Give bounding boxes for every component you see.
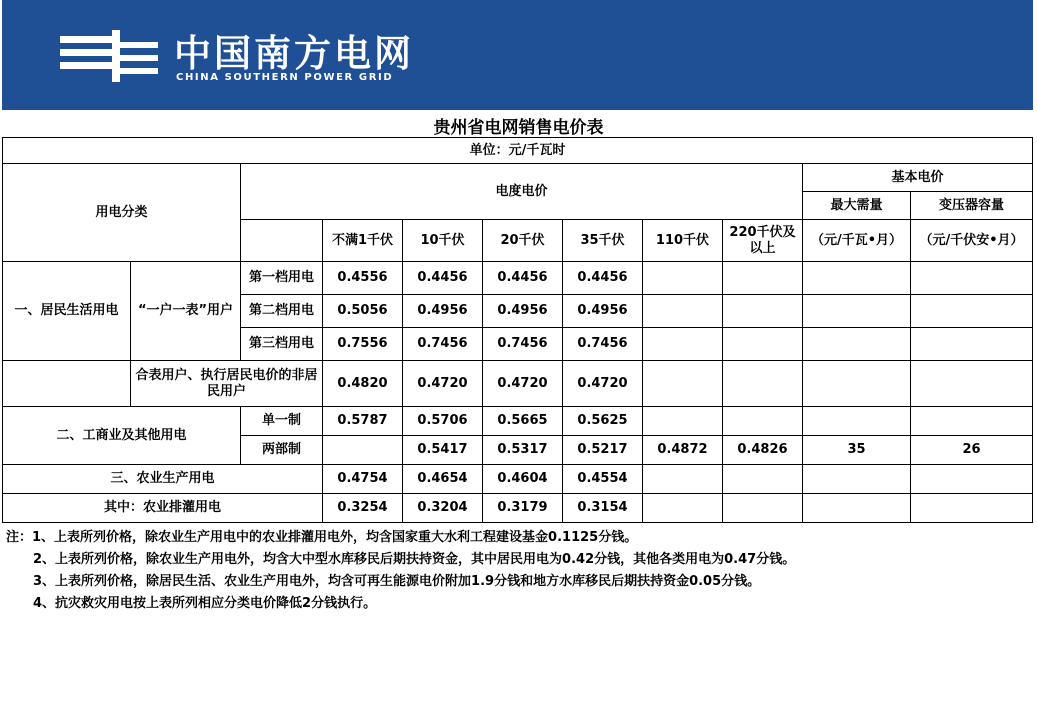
price-cell: 0.7456 bbox=[563, 328, 643, 361]
price-cell: 0.7456 bbox=[403, 328, 483, 361]
price-cell: 0.3154 bbox=[563, 494, 643, 523]
price-cell: 0.5787 bbox=[323, 407, 403, 436]
empty-cell bbox=[723, 295, 803, 328]
empty-cell bbox=[911, 465, 1033, 494]
price-cell: 0.4956 bbox=[403, 295, 483, 328]
price-cell: 0.4654 bbox=[403, 465, 483, 494]
price-cell: 0.4554 bbox=[563, 465, 643, 494]
empty-cell bbox=[803, 465, 911, 494]
price-cell: 0.3204 bbox=[403, 494, 483, 523]
price-cell: 0.4720 bbox=[563, 361, 643, 407]
price-cell: 0.4820 bbox=[323, 361, 403, 407]
price-cell: 0.3254 bbox=[323, 494, 403, 523]
empty-cell bbox=[723, 361, 803, 407]
empty-cell bbox=[803, 295, 911, 328]
price-cell: 0.5625 bbox=[563, 407, 643, 436]
industrial-label: 二、工商业及其他用电 bbox=[3, 407, 241, 465]
price-cell: 0.4956 bbox=[483, 295, 563, 328]
irrigation-label: 其中：农业排灌用电 bbox=[3, 494, 323, 523]
agriculture-label: 三、农业生产用电 bbox=[3, 465, 323, 494]
blank-header-cell bbox=[241, 220, 323, 262]
max-demand-price: 35 bbox=[803, 436, 911, 465]
voltage-header: 220千伏及以上 bbox=[723, 220, 803, 262]
company-name-en: CHINA SOUTHERN POWER GRID bbox=[176, 72, 394, 83]
transformer-unit: （元/千伏安•月） bbox=[911, 220, 1033, 262]
price-cell: 0.4720 bbox=[483, 361, 563, 407]
empty-cell bbox=[803, 494, 911, 523]
residential-label: 一、居民生活用电 bbox=[3, 262, 131, 361]
price-cell: 0.5317 bbox=[483, 436, 563, 465]
price-cell: 0.4754 bbox=[323, 465, 403, 494]
empty-cell bbox=[643, 328, 723, 361]
price-cell: 0.4826 bbox=[723, 436, 803, 465]
single-rate-label: 单一制 bbox=[241, 407, 323, 436]
combined-user-label: 合表用户、执行居民电价的非居民用户 bbox=[131, 361, 323, 407]
empty-cell bbox=[803, 361, 911, 407]
unit-label: 单位：元/千瓦时 bbox=[3, 138, 1033, 164]
transformer-capacity-header: 变压器容量 bbox=[911, 192, 1033, 220]
tier-label: 第三档用电 bbox=[241, 328, 323, 361]
empty-cell bbox=[911, 361, 1033, 407]
max-demand-unit: （元/千瓦•月） bbox=[803, 220, 911, 262]
price-cell: 0.4556 bbox=[323, 262, 403, 295]
voltage-header: 110千伏 bbox=[643, 220, 723, 262]
price-cell: 0.5706 bbox=[403, 407, 483, 436]
tier-label: 第一档用电 bbox=[241, 262, 323, 295]
voltage-header: 35千伏 bbox=[563, 220, 643, 262]
price-cell: 0.4956 bbox=[563, 295, 643, 328]
price-cell bbox=[323, 436, 403, 465]
footnotes bbox=[6, 527, 795, 615]
category-header: 用电分类 bbox=[3, 164, 241, 262]
power-grid-logo-icon bbox=[60, 30, 160, 82]
basic-price-header: 基本电价 bbox=[803, 164, 1033, 192]
header-banner bbox=[2, 0, 1033, 110]
empty-cell bbox=[723, 407, 803, 436]
voltage-header: 20千伏 bbox=[483, 220, 563, 262]
two-part-rate-label: 两部制 bbox=[241, 436, 323, 465]
price-cell: 0.4456 bbox=[563, 262, 643, 295]
empty-cell bbox=[911, 295, 1033, 328]
empty-cell bbox=[803, 262, 911, 295]
empty-cell bbox=[911, 328, 1033, 361]
empty-cell bbox=[723, 262, 803, 295]
empty-cell bbox=[723, 328, 803, 361]
voltage-header: 10千伏 bbox=[403, 220, 483, 262]
price-cell: 0.5056 bbox=[323, 295, 403, 328]
price-cell: 0.7556 bbox=[323, 328, 403, 361]
one-household-label: “一户一表”用户 bbox=[131, 262, 241, 361]
transformer-price: 26 bbox=[911, 436, 1033, 465]
price-cell: 0.4604 bbox=[483, 465, 563, 494]
tier-label: 第二档用电 bbox=[241, 295, 323, 328]
footnote: 4、抗灾救灾用电按上表所列相应分类电价降低2分钱执行。 bbox=[33, 596, 377, 611]
empty-cell bbox=[803, 407, 911, 436]
energy-price-header: 电度电价 bbox=[241, 164, 803, 220]
empty-cell bbox=[643, 494, 723, 523]
empty-cell bbox=[643, 407, 723, 436]
price-cell: 0.4720 bbox=[403, 361, 483, 407]
empty-cell bbox=[911, 262, 1033, 295]
page-title: 贵州省电网销售电价表 bbox=[433, 118, 604, 138]
footnote: 2、上表所列价格，除农业生产用电外，均含大中型水库移民后期扶持资金，其中居民用电为0.42分钱，其他各类用电为0.47分钱。 bbox=[33, 552, 796, 567]
empty-cell bbox=[3, 361, 131, 407]
price-table bbox=[2, 137, 1033, 523]
empty-cell bbox=[643, 262, 723, 295]
footnote: 注：1、上表所列价格，除农业生产用电中的农业排灌用电外，均含国家重大水利工程建设基金0.1125分钱。 bbox=[6, 530, 638, 545]
empty-cell bbox=[643, 295, 723, 328]
price-cell: 0.5217 bbox=[563, 436, 643, 465]
empty-cell bbox=[643, 361, 723, 407]
empty-cell bbox=[643, 465, 723, 494]
empty-cell bbox=[803, 328, 911, 361]
price-cell: 0.5417 bbox=[403, 436, 483, 465]
voltage-header: 不满1千伏 bbox=[323, 220, 403, 262]
price-cell: 0.4456 bbox=[403, 262, 483, 295]
empty-cell bbox=[911, 407, 1033, 436]
price-cell: 0.4456 bbox=[483, 262, 563, 295]
company-name-cn: 中国南方电网 bbox=[174, 32, 414, 75]
price-cell: 0.3179 bbox=[483, 494, 563, 523]
price-cell: 0.4872 bbox=[643, 436, 723, 465]
empty-cell bbox=[911, 494, 1033, 523]
price-cell: 0.7456 bbox=[483, 328, 563, 361]
empty-cell bbox=[723, 465, 803, 494]
footnote: 3、上表所列价格，除居民生活、农业生产用电外，均含可再生能源电价附加1.9分钱和地方水库移民后期扶持资金0.05分钱。 bbox=[33, 574, 761, 589]
empty-cell bbox=[723, 494, 803, 523]
price-cell: 0.5665 bbox=[483, 407, 563, 436]
max-demand-header: 最大需量 bbox=[803, 192, 911, 220]
